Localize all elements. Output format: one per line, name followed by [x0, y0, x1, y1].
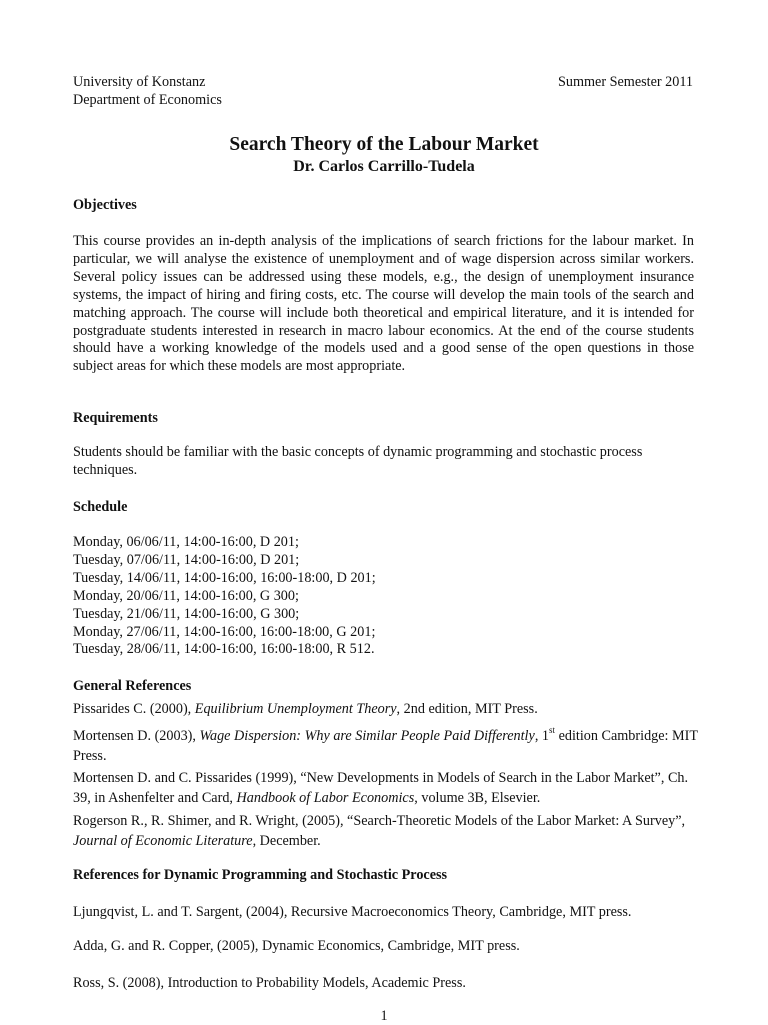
reference-item: Rogerson R., R. Shimer, and R. Wright, (2005), “Search-Theoretic Models of the Labor Market: A Survey”, Journal of Economic Literature, December. [73, 813, 686, 849]
page-number: 1 [380, 1008, 388, 1024]
objectives-heading: Objectives [73, 197, 137, 213]
objectives-text: This course provides an in-depth analysis of the implications of search frictions for the labour market. In particular, we will analyse the existence of unemployment and of wage dispersion across similar workers. Several policy issues can be addressed using these models, e.g., the design of unemployment insurance systems, the impact of hiring and firing costs, etc. The course will develop the main tools of the search and matching approach. The course will include both theoretical and empirical literature, and it is intended for postgraduate students interested in research in macro labour economics. At the end of the course students should have a working knowledge of the models used and a good sense of the open questions in those subject areas for which these models are most appropriate. [73, 233, 694, 375]
schedule-item: Tuesday, 21/06/11, 14:00-16:00, G 300; [73, 605, 300, 622]
author-name: Dr. Carlos Carrillo-Tudela [293, 158, 475, 175]
reference-item: Mortensen D. and C. Pissarides (1999), “New Developments in Models of Search in the Labor Market”, Ch. 39, in Ashenfelter and Card, Handbook of Labor Economics, volume 3B, Elsevier. [73, 770, 689, 806]
header-institution [73, 73, 222, 109]
schedule-heading: Schedule [73, 499, 128, 515]
requirements-text: Students should be familiar with the basic concepts of dynamic programming and stochastic process techniques. [73, 444, 643, 478]
schedule-list [73, 534, 694, 659]
semester-label: Summer Semester 2011 [557, 74, 693, 90]
document-title: Search Theory of the Labour Market [229, 134, 539, 155]
reference-item: Mortensen D. (2003), Wage Dispersion: Why are Similar People Paid Differently, 1st edition Cambridge: MIT Press. [73, 725, 698, 764]
general-references-heading: General References [73, 678, 192, 694]
dp-references-heading: References for Dynamic Programming and Stochastic Process [73, 867, 448, 883]
reference-item: Ljungqvist, L. and T. Sargent, (2004), Recursive Macroeconomics Theory, Cambridge, MIT press. [73, 904, 632, 920]
reference-item: Ross, S. (2008), Introduction to Probability Models, Academic Press. [73, 975, 466, 991]
schedule-item: Monday, 06/06/11, 14:00-16:00, D 201; [73, 534, 299, 550]
requirements-heading: Requirements [73, 410, 158, 426]
schedule-item: Monday, 27/06/11, 14:00-16:00, 16:00-18:00, G 201; [73, 623, 376, 640]
reference-item: Adda, G. and R. Copper, (2005), Dynamic Economics, Cambridge, MIT press. [73, 938, 520, 954]
schedule-item: Tuesday, 28/06/11, 14:00-16:00, 16:00-18:00, R 512. [73, 641, 375, 658]
schedule-item: Monday, 20/06/11, 14:00-16:00, G 300; [73, 587, 299, 604]
department-name: Department of Economics [73, 92, 222, 108]
schedule-item: Tuesday, 14/06/11, 14:00-16:00, 16:00-18:00, D 201; [73, 569, 376, 586]
reference-item: Pissarides C. (2000), Equilibrium Unemployment Theory, 2nd edition, MIT Press. [73, 701, 538, 717]
university-name: University of Konstanz [73, 74, 206, 90]
schedule-item: Tuesday, 07/06/11, 14:00-16:00, D 201; [73, 551, 300, 568]
